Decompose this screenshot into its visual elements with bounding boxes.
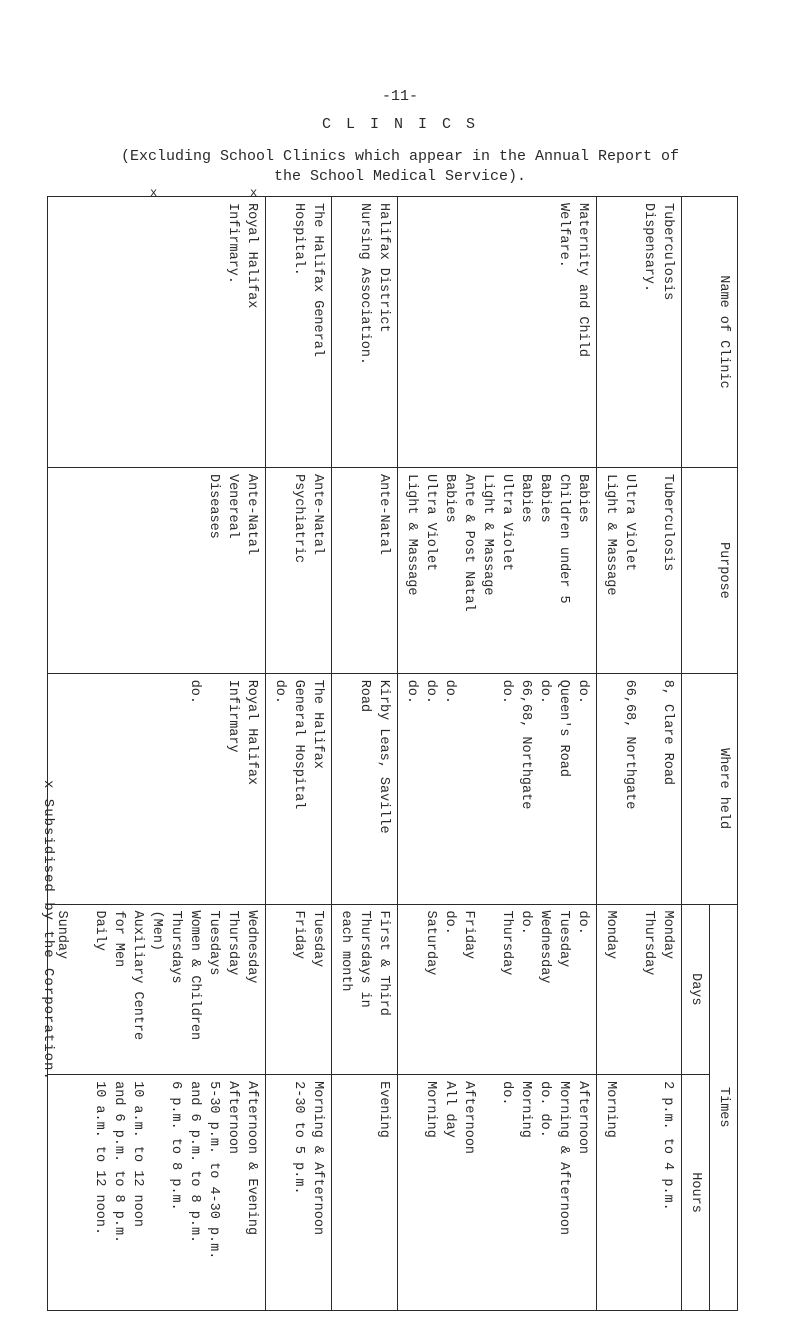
- subtitle-line-1: (Excluding School Clinics which appear in the Annual Report of: [120, 148, 680, 165]
- cell-days: Monday Thursday Monday: [597, 904, 682, 1075]
- x-mark: x: [250, 186, 258, 200]
- page-title: C L I N I C S: [321, 116, 479, 133]
- cell-purpose: Ante-Natal Psychiatric: [266, 467, 332, 673]
- cell-hours: Afternoon Morning & Afternoon do. do. Morning do. Afternoon All day Morning: [398, 1075, 597, 1311]
- cell-name: Maternity and Child Welfare.: [398, 197, 597, 468]
- cell-where: Royal Halifax Infirmary do.: [48, 673, 266, 904]
- table-row: [398, 197, 597, 1311]
- cell-where: The Halifax General Hospital do.: [266, 673, 332, 904]
- subtitle-line-2: the School Medical Service).: [273, 168, 527, 185]
- header-times: Times: [710, 904, 738, 1310]
- header-name: Name of Clinic: [682, 197, 738, 468]
- cell-where: 8, Clare Road 66,68, Northgate: [597, 673, 682, 904]
- cell-hours: Evening: [332, 1075, 398, 1311]
- cell-days: Tuesday Friday: [266, 904, 332, 1075]
- cell-name: Halifax District Nursing Association.: [332, 197, 398, 468]
- cell-purpose: Tuberculosis Ultra Violet Light & Massage: [597, 467, 682, 673]
- header-row: [710, 197, 738, 1311]
- clinics-table: [47, 196, 738, 1311]
- cell-purpose: Babies Children under 5 Babies Babies Ultra Violet Light & Massage Ante & Post Natal Babies Ultra Violet Light & Massage: [398, 467, 597, 673]
- header-purpose: Purpose: [682, 467, 738, 673]
- cell-days: Wednesday Thursday Tuesdays Women & Children Thursdays (Men) Auxiliary Centre for Men Daily Sunday: [48, 904, 266, 1075]
- header-days: Days: [682, 904, 710, 1075]
- cell-where: Kirby Leas, Saville Road: [332, 673, 398, 904]
- table-row: [48, 197, 266, 1311]
- cell-purpose: Ante-Natal Venereal Diseases: [48, 467, 266, 673]
- cell-hours: Morning & Afternoon 2-30 to 5 p.m.: [266, 1075, 332, 1311]
- cell-where: do. Queen's Road do. 66,68, Northgate do. do. do. do.: [398, 673, 597, 904]
- header-where: Where held: [682, 673, 738, 904]
- header-hours: Hours: [682, 1075, 710, 1311]
- cell-hours: 2 p.m. to 4 p.m. Morning: [597, 1075, 682, 1311]
- cell-purpose: Ante-Natal: [332, 467, 398, 673]
- clinics-table-wrapper: [54, 196, 738, 1311]
- footnote: x Subsidised by the Corporation.: [40, 780, 56, 1081]
- cell-hours: Afternoon & Evening Afternoon 5-30 p.m. to 4-30 p.m. and 6 p.m. to 8 p.m. 6 p.m. to 8 p.m. 10 a.m. to 12 noon and 6 p.m. to 8 p.m. 10 a.m. to 12 noon.: [48, 1075, 266, 1311]
- cell-days: First & Third Thursdays in each month: [332, 904, 398, 1075]
- cell-days: do. Tuesday Wednesday do. Thursday Friday do. Saturday: [398, 904, 597, 1075]
- cell-name: Royal Halifax Infirmary.: [48, 197, 266, 468]
- x-mark: x: [150, 186, 158, 200]
- table-row: [332, 197, 398, 1311]
- table-row: [597, 197, 682, 1311]
- page-number: -11-: [381, 88, 418, 105]
- cell-name: The Halifax General Hospital.: [266, 197, 332, 468]
- table-row: [266, 197, 332, 1311]
- cell-name: Tuberculosis Dispensary.: [597, 197, 682, 468]
